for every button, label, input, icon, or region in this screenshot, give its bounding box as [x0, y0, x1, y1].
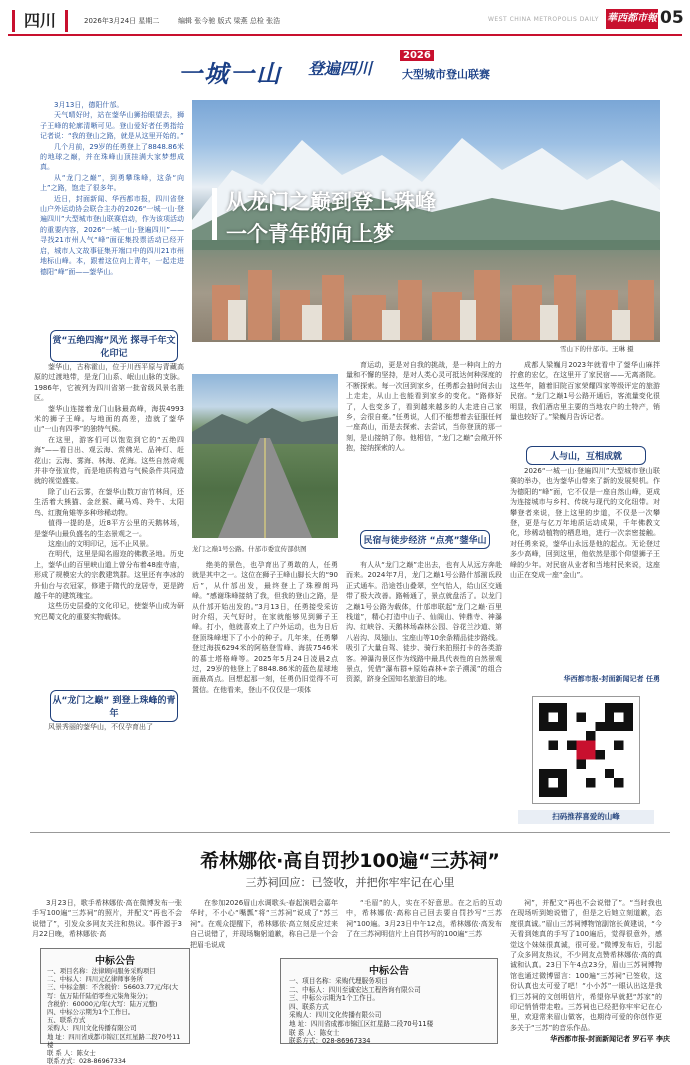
subhead-1 [50, 330, 178, 362]
ad1-line: 一、项目名称：法律顾问服务采购项目 [47, 967, 156, 975]
ad2-line: 联 系 人：陈女士 [289, 1028, 340, 1037]
top-photo [192, 100, 660, 342]
column-2: 绝美的景色，也孕育出了勇敢的人，任勇就是其中之一。这位在狮子王峰山脚长大的“90后”，从什邡出发，最终登上了珠穆朗玛峰。“感谢珠峰接纳了我，但我的登山之路，是从什邡开始出发的。”3月13日，任勇接受采访时介绍，天气好时，在家就能够见到狮子王峰。打小，他就喜欢上了户外运动，也为日后登顶珠峰埋下了小小的种子。几年来，任勇攀登过海拔6294米的阿格登雪峰、海拔7546米的慕士塔格峰等。2025年5月24日凌晨2点过，29岁的他登上了8848.86米的蓝色星球地面最高点。回想起那一刻，任勇仍旧觉得不可置信。在他看来，登山不仅仅是一项体 [192, 561, 338, 694]
col1-p: 这座山的文明印记，远不止风景。 [48, 539, 153, 548]
qr-code-icon [539, 703, 633, 797]
ad1-title: 中标公告 [95, 956, 135, 967]
ad2-line: 四、联系方式 [289, 1002, 329, 1011]
ad2-line: 采购人：四川文化传播有限公司 [289, 1011, 382, 1020]
intro-block [40, 100, 184, 277]
col1-tail: 风景秀丽的蓥华山，不仅孕育出了 [48, 723, 153, 731]
intro-p: 天气晴好时，站在蓥华山狮抬眼望去，狮子王峰的轮廓清晰可见。登山爱好者任勇指给记者说：“我的登山之路，就是从这里开始的。” [40, 111, 184, 141]
banner-left: 一城一山 [178, 60, 282, 88]
ad1-line: 联系方式：028-86967334 [47, 1057, 126, 1065]
ad2-line: 联系方式：028-86967334 [289, 1037, 371, 1046]
story-divider [30, 832, 670, 833]
date-line: 2026年3月24日 星期二 [84, 17, 160, 25]
intro-p: 3月13日，德阳什邡。 [54, 101, 124, 109]
story1-headline-1: 从龙门之巅到登上珠峰 [226, 190, 436, 214]
road-photo-caption: 龙门之巅1号公路。什邡市委宣传部供图 [192, 545, 307, 553]
col1-p: 在明代，这里是闻名遐迩的佛教圣地。历史上，蓥华山的百里峡山道上曾分布着48座寺庙，形成了规模宏大的宗教建筑群。这里还有李冰的升仙台与衣冠冢，修建于隋代的龙居寺，更是跨越千年的建筑瑰宝。 [34, 550, 184, 600]
editors-line: 编辑 张今驰 版式 梁燕 总检 张浩 [178, 17, 281, 25]
header-rule [8, 34, 682, 36]
ad1-line: 联 系 人：陈女士 [47, 1049, 96, 1058]
ad1-line: 地 址：四川省成都市锦江区红星路二段70号11楼 [47, 1032, 181, 1049]
ad-notice-1 [40, 948, 190, 1065]
intro-p: 近日，封面新闻、华西都市报，四川省登山户外运动协会联合主办的2026“一城一山·登遍四川”大型城市登山联赛启动，作为该项活动的重要内容，2026“一城一山·登遍四川”——寻找21市州人气“峰”面征集投票活动已经开启，城市人文故事征集开端口中的四川21市州地标山峰。本，跟着这位向上青年，一起走进德阳“峰”面——蓥华山。 [40, 194, 184, 276]
ad1-line: 采购人：四川文化传播有限公司 [47, 1024, 137, 1033]
subhead-2 [50, 690, 178, 722]
qr-code[interactable] [532, 696, 640, 804]
column-1 [34, 362, 184, 622]
section-name: 四川 [23, 11, 56, 30]
column-4a: 成都人梁巍月2023年就看中了蓥华山麻拌拧愈的宏亿，在这里开了家民宿——无离斋院。这些年，随着旧院百家荣耀四家等级评定的旅游民宿。“龙门之巅1号公路开通后，客流量变化很明显，我们酒店里主要的当地农户的土特产，销量也较好了。”梁巍月告诉记者。 [510, 361, 660, 422]
road-illustration [192, 374, 338, 538]
subhead-4-text: 人与山，互相成就 [549, 452, 622, 462]
column-3b: 有人从“龙门之巅”走出去，也有人从远方奔赴而来。2024年7月，龙门之巅1号公路什邡湔氐段正式通车。沿途苍山叠翠，空气怡人，给山区交通带了极大改善。路畅通了，景点就盘活了。以龙门之巅1号公路为载体，什邡串联起“龙门之巅·百里栈道”，精心打造中山子、仙阁山、钟鼎寺、神瀑沟、红峡谷、天鹅林场森林公园、谷花兰沙道、第八岩沟、凤翅山、宝座山等10余条精品徒步路线。吸引了大量自驾、徒步、骑行来拍照打卡的各类游客。神瀑沟景区作为线路中最具代表性的自然景观景点，凭借“瀑布群+原始森林+亲子溯溪”的组合资源，跻身全国知名旅游目的地。 [346, 561, 502, 684]
ad2-line: 一、项目名称：采购代理服务项目 [289, 977, 388, 985]
ad1-line: 五、联系方式 [47, 1016, 86, 1025]
intro-p: 从“龙门之巅”，到勇攀珠峰，这条“向上”之路，饱走了很多年。 [40, 173, 184, 193]
story2-col3: “毛眉”的人，实在不好意思。在之后的互动中，希林娜依·高称自己回去要自罚抄写“三苏祠”100遍。3月23日中午12点，希林娜依·高发布了在三苏祠明信片上自罚抄写的100遍“三苏 [346, 899, 502, 939]
column-3a: 育运动，更是对自我的挑战，是一种向上的力量和不懈的坚持，是对人类心灵可抵达何种深度的不断探索。每一次回到家乡，任勇都会抽时间去山上走走，从山上也能看到家乡的变化。“路修好了，人也变多了，看到越来越多的人走进自己家乡，会很自豪。”任勇说，人们不能想着去征服任何一座高山，而是去探索、去尝试，当你登顶的那一刻，是山接纳了你。他相信，“龙门之巅”会敞开怀抱，接纳探索的人。 [346, 361, 502, 453]
page-header [8, 4, 682, 36]
subhead-4 [526, 446, 646, 465]
ad2-line: 地 址：四川省成都市锦江区红星路二段70号11楼 [289, 1019, 434, 1028]
col1-p: 蓥华山连接着龙门山脉最高峰，海拔4993米的狮子王峰。与地面的高差，造就了蓥华山“一山有四季”的独特气候。 [34, 404, 184, 434]
ad1-line: 三、中标金额：不含税价：56603.77元/年(大写：伍万陆仟陆佰零叁元柒角柒分)； [47, 983, 178, 1000]
story1-headline-2: 一个青年的向上梦 [226, 222, 394, 246]
col1-p: 这些历史层叠的文化印记，使蓥华山成为研究巴蜀文化的重要实物载体。 [34, 602, 184, 621]
col1-p: 除了山石云雾，在蓥华山数万亩竹林间，还生活着大熊猫、金丝猴、藏马鸡、羚牛、太阳鸟、红腹角雉等多种珍稀动物。 [34, 487, 184, 517]
col1-p: 在这里，游客们可以饱览到它的“五绝四海”——看日出、观云海、赏佛光、品神灯、赶花山；云海、雾海、林海、花海。这些自然奇观并非夺张宣传，而是地质构造与气候条件共同造就的视觉盛宴。 [34, 435, 184, 486]
story2-col2: 在参加2026眉山水调歌头·春起演唱会嘉年华时，不小心“嘴瓢”将“三苏祠”说成了“苏三祠”。在观众提醒下，希林娜依·高立刻反应过来自己说错了，并现场鞠躬道歉，称自己是一个会把眉毛说成 [190, 899, 338, 949]
story2-col4: 祠”，并配文“再也不会说错了”。“当时我也在现场听到她说错了，但是之后她立刻道歉，态度很真诚。”眉山三苏祠博物馆副馆长黄建说，“今天看到她真的手写了100遍后，觉得很意外，感觉这个妹妹很真诚，很可爱。”微博发布后，引起了众多网友热议，不少网友点赞希林娜依·高的真诚和认真。23日下午4点23分，眉山三苏祠博物馆也通过微博留言：100遍“三苏祠”已签收，这份认真也太可爱了吧！“小小苏”一眼认出这是我们三苏祠的文创明信片，希望你早就把“苏家”的印记悄悄带走啦。三苏祠也已经把你牢牢记在心里，欢迎常来眉山做客，也期待可爱的你创作更多关于“三苏”的音乐作品。 [510, 899, 662, 1032]
banner-right: 大型城市登山联赛 [402, 68, 490, 81]
ad2-line: 二、中标人：四川至诚宏达工程咨询有限公司 [289, 985, 421, 994]
banner-year: 2026 [400, 50, 434, 61]
col1-p: 值得一提的是，近8平方公里的天鹅林场，是蓥华山最负盛名的生态景观之一。 [34, 519, 184, 538]
story1-byline: 华西都市报-封面新闻记者 任勇 [563, 675, 660, 683]
story2-subhead: 三苏祠回应：已签收，并把你牢牢记在心里 [245, 876, 455, 889]
section-label [12, 10, 68, 32]
ad1-line: 四、中标公示期为1个工作日。 [47, 1008, 135, 1017]
banner [170, 44, 550, 92]
subhead-2-text: 从“龙门之巅” 到登上珠峰的青年 [52, 696, 176, 719]
story2-col1: 3月23日，歌手希林娜依·高在微博发布一张手写100遍“三苏祠”的照片，并配文“再也不会说错了”，引发众多网友关注和热议。事件源于3月22日晚，希林娜依·高 [32, 899, 182, 939]
paper-english: WEST CHINA METROPOLIS DAILY [488, 16, 599, 23]
paper-logo: 華西都市報 [606, 9, 658, 29]
story2-byline: 华西都市报-封面新闻记者 罗石平 李庆 [550, 1035, 670, 1043]
column-4b: 2026“一城一山·登遍四川”大型城市登山联赛的举办，也为蓥华山带来了新的发展契机。作为德阳的“峰”面，它不仅是一座自然山峰，更成为连接城市与乡村、传统与现代的文化纽带。对攀登者来说，登上这里的步道，不仅是一次攀登，更是与亿万年地质运动成果，千年佛教文化，珍稀动植物的栖息地，进行一次亲密接触。对任勇来说，蓥华山永远是他的起点。无论登过多少高峰，回到这里，他依然是那个仰望狮子王峰的少年。对民宿从业者和当地村民来说，这座山正在变成一座“金山”。 [510, 467, 660, 580]
subhead-3 [360, 530, 490, 549]
subhead-1-text: 赏“五绝四海”风光 探寻千年文化印记 [52, 336, 176, 359]
subhead-3-text: 民宿与徒步经济 “点亮”蓥华山 [363, 536, 487, 546]
ad-notice-2 [280, 958, 498, 1044]
ad1-line: 二、中标人：四川元亿律师事务所 [47, 975, 143, 984]
qr-caption: 扫码推荐喜爱的山峰 [518, 810, 654, 824]
page-number: 05 [660, 8, 684, 28]
col1-p: 蓥华山，古称霍山，位于川西平原与青藏高原的过渡地带，是龙门山系、岷山山脉的支脉。1986年，它被列为四川省第一批省级风景名胜区。 [34, 363, 184, 403]
ad2-line: 三、中标公示期为1个工作日。 [289, 994, 379, 1003]
intro-p: 几个月前，29岁的任勇登上了8848.86米的地球之巅，并在珠峰山顶挂满大家梦想成真。 [40, 142, 184, 172]
banner-mid: 登遍四川 [308, 59, 373, 78]
top-photo-caption: 雪山下的什邡市。王琳 摄 [560, 345, 634, 353]
story2-headline: 希林娜依·高自罚抄100遍“三苏祠” [200, 850, 500, 872]
ad1-line: 含税价：60000元/年(大写：陆万元整) [47, 999, 158, 1008]
road-photo [192, 374, 338, 538]
ad2-title: 中标公告 [369, 966, 409, 977]
headline-bar [212, 188, 217, 240]
